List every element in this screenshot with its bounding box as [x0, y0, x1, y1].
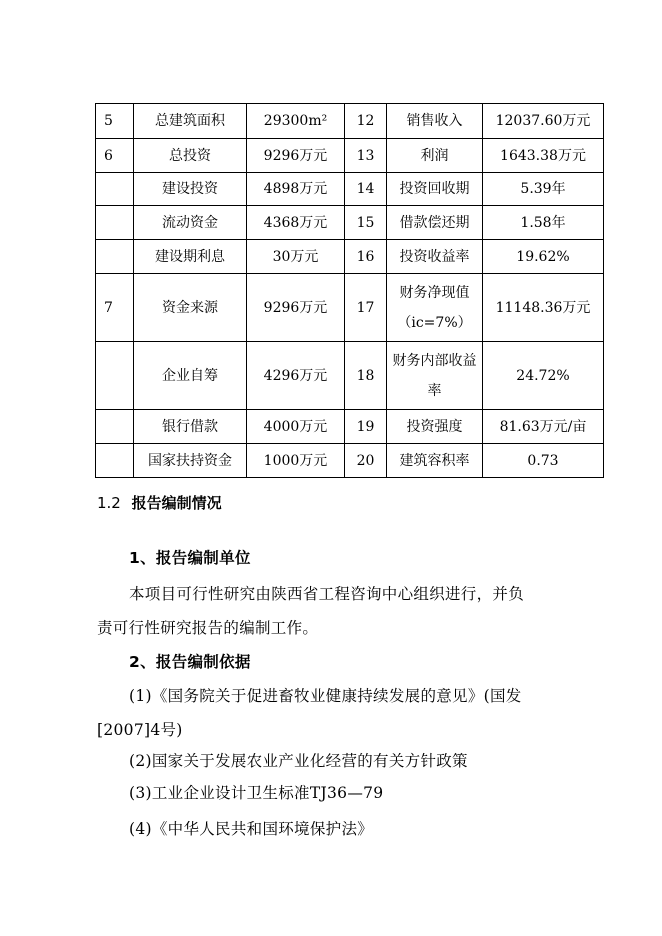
paragraph-line: 责可行性研究报告的编制工作。 [97, 619, 319, 637]
item-name: 借款偿还期 [387, 206, 483, 240]
row-number: 5 [96, 104, 134, 139]
row-number [96, 206, 134, 240]
row-number [96, 240, 134, 274]
reference-item: (2)国家关于发展农业产业化经营的有关方针政策 [129, 752, 468, 770]
row-number [96, 342, 134, 410]
reference-item: (3)工业企业设计卫生标准TJ36—79 [129, 784, 384, 802]
item-value: 24.72% [483, 342, 604, 410]
item-name: 销售收入 [387, 104, 483, 139]
item-value: 81.63万元/亩 [483, 410, 604, 444]
table-row [96, 240, 604, 274]
project-indicators-table [95, 103, 604, 478]
table-row [96, 410, 604, 444]
row-number: 7 [96, 274, 134, 342]
section-title: 报告编制情况 [131, 494, 222, 512]
subheading-basis: 2、报告编制依据 [129, 653, 251, 671]
reference-item: (4)《中华人民共和国环境保护法》 [129, 820, 374, 838]
item-name: 资金来源 [134, 274, 247, 342]
item-name: 国家扶持资金 [134, 444, 247, 478]
row-number: 17 [345, 274, 387, 342]
row-number [96, 410, 134, 444]
table-row [96, 104, 604, 139]
item-value: 1643.38万元 [483, 139, 604, 173]
item-name: 投资回收期 [387, 173, 483, 206]
row-number [96, 173, 134, 206]
item-value: 4000万元 [247, 410, 345, 444]
table-row [96, 444, 604, 478]
item-value: 9296万元 [247, 139, 345, 173]
row-number: 20 [345, 444, 387, 478]
section-heading [97, 492, 222, 513]
table-row [96, 173, 604, 206]
reference-item: (1)《国务院关于促进畜牧业健康持续发展的意见》(国发 [129, 687, 522, 705]
row-number: 16 [345, 240, 387, 274]
row-number: 6 [96, 139, 134, 173]
table-row [96, 139, 604, 173]
item-name: 建设期利息 [134, 240, 247, 274]
row-number: 13 [345, 139, 387, 173]
item-value: 4368万元 [247, 206, 345, 240]
section-number: 1.2 [97, 494, 121, 512]
row-number: 14 [345, 173, 387, 206]
row-number [96, 444, 134, 478]
item-value: 11148.36万元 [483, 274, 604, 342]
item-name: 银行借款 [134, 410, 247, 444]
reference-item-continued: [2007]4号) [97, 721, 183, 739]
item-value: 1.58年 [483, 206, 604, 240]
subheading-unit: 1、报告编制单位 [129, 549, 251, 567]
item-name: 财务净现值（ic=7%） [387, 274, 483, 342]
item-name: 利润 [387, 139, 483, 173]
table-row [96, 206, 604, 240]
item-value: 9296万元 [247, 274, 345, 342]
paragraph-line: 本项目可行性研究由陕西省工程咨询中心组织进行，并负 [129, 585, 525, 603]
item-value: 30万元 [247, 240, 345, 274]
row-number: 19 [345, 410, 387, 444]
item-value: 12037.60万元 [483, 104, 604, 139]
item-value: 0.73 [483, 444, 604, 478]
item-name: 建筑容积率 [387, 444, 483, 478]
item-name: 投资收益率 [387, 240, 483, 274]
item-name: 总建筑面积 [134, 104, 247, 139]
row-number: 12 [345, 104, 387, 139]
table-row [96, 342, 604, 410]
item-value: 1000万元 [247, 444, 345, 478]
item-name: 流动资金 [134, 206, 247, 240]
item-value: 29300m² [247, 104, 345, 139]
row-number: 18 [345, 342, 387, 410]
table-row [96, 274, 604, 342]
item-value: 4296万元 [247, 342, 345, 410]
item-name: 总投资 [134, 139, 247, 173]
item-name: 企业自筹 [134, 342, 247, 410]
item-value: 4898万元 [247, 173, 345, 206]
row-number: 15 [345, 206, 387, 240]
item-value: 19.62% [483, 240, 604, 274]
item-name: 财务内部收益率 [387, 342, 483, 410]
item-name: 投资强度 [387, 410, 483, 444]
item-name: 建设投资 [134, 173, 247, 206]
item-value: 5.39年 [483, 173, 604, 206]
